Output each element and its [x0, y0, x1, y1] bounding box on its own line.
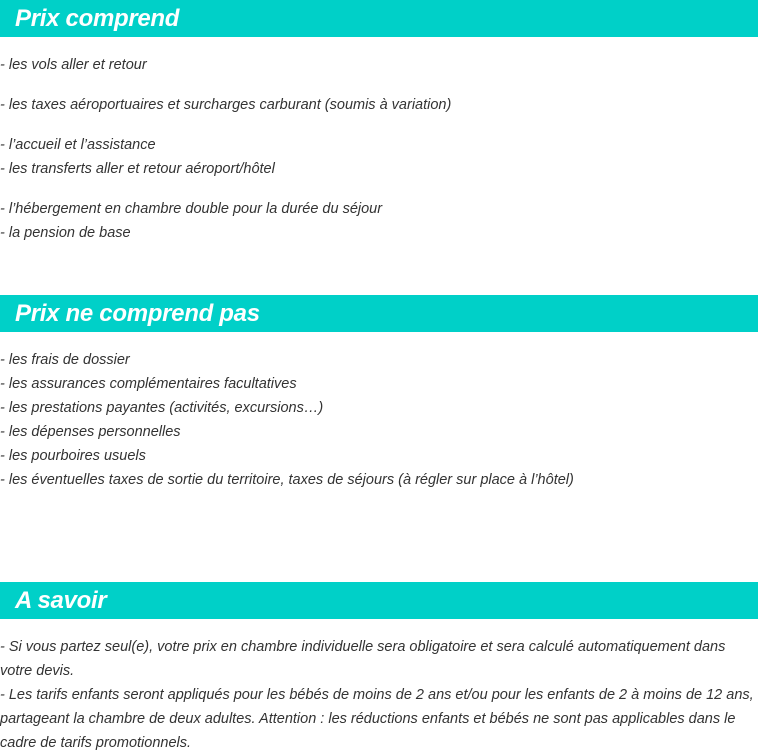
- list-item: - les pourboires usuels: [0, 448, 146, 464]
- list-item: - les taxes aéroportuaires et surcharges carburant (soumis à variation): [0, 97, 452, 113]
- list-item: - les transferts aller et retour aéroport/hôtel: [0, 161, 275, 177]
- paragraph-solo-traveler: - Si vous partez seul(e), votre prix en chambre individuelle sera obligatoire et sera calculé automatiquement dans votre devis.: [0, 639, 726, 679]
- section-title-prix-comprend: Prix comprend: [15, 5, 180, 32]
- list-item: - les prestations payantes (activités, excursions…): [0, 400, 324, 416]
- list-item: - les assurances complémentaires facultatives: [0, 376, 297, 392]
- list-item: - l’hébergement en chambre double pour la durée du séjour: [0, 201, 383, 217]
- section-title-prix-ne-comprend-pas: Prix ne comprend pas: [15, 300, 260, 327]
- list-item: - les vols aller et retour: [0, 57, 147, 73]
- paragraph-child-rates: - Les tarifs enfants seront appliqués pour les bébés de moins de 2 ans et/ou pour les enfants de 2 à moins de 12 ans, partageant la chambre de deux adultes. Attention : les réductions enfants et bébés ne sont pas applicables dans le cadre de tarifs promotionnels.: [0, 687, 754, 751]
- list-item: - les éventuelles taxes de sortie du territoire, taxes de séjours (à régler sur place à l’hôtel): [0, 472, 574, 488]
- section-title-a-savoir: A savoir: [15, 587, 107, 614]
- section-header-prix-comprend: [0, 0, 758, 37]
- list-item: - l’accueil et l’assistance: [0, 137, 156, 153]
- section-header-a-savoir: [0, 582, 758, 619]
- list-item: - les frais de dossier: [0, 352, 130, 368]
- section-header-prix-ne-comprend-pas: [0, 295, 758, 332]
- list-item: - la pension de base: [0, 225, 131, 241]
- list-item: - les dépenses personnelles: [0, 424, 181, 440]
